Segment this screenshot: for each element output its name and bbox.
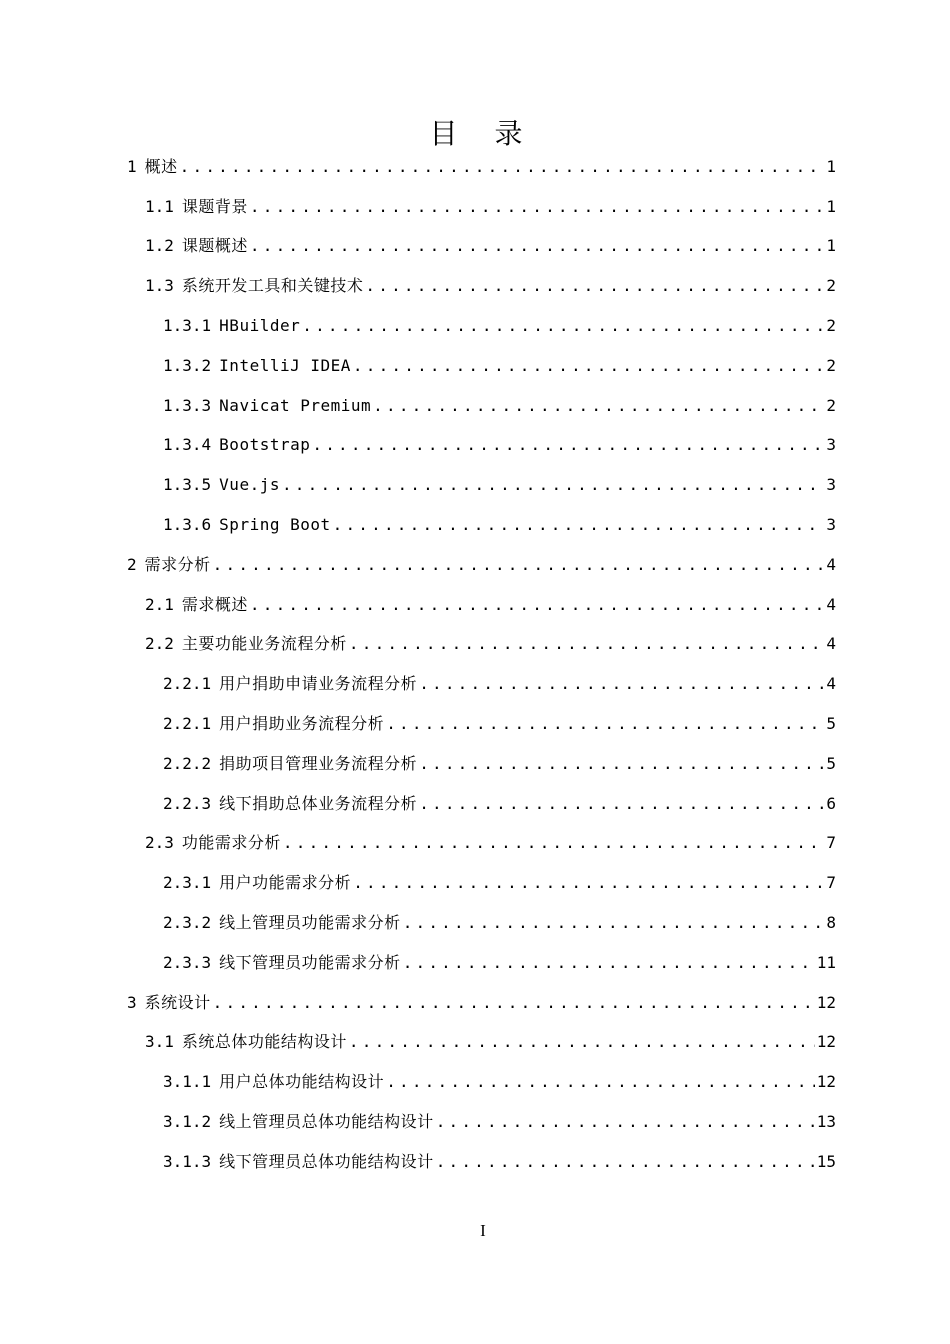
toc-entry-content — [145, 197, 836, 217]
toc-entry-number: 1 — [127, 156, 137, 176]
toc-entry-page: 15 — [816, 1151, 836, 1171]
toc-entry-content — [145, 833, 836, 853]
toc-entry-page: 12 — [816, 992, 836, 1012]
toc-entry-number: 1.2 — [145, 236, 174, 256]
toc-dot-leader — [250, 236, 824, 256]
toc-dot-leader — [180, 157, 825, 177]
toc-entry-number: 1.3.5 — [163, 475, 212, 495]
toc-entry-page: 1 — [826, 196, 836, 216]
toc-entry-title: 主要功能业务流程分析 — [181, 634, 347, 654]
toc-dot-leader — [436, 1112, 815, 1132]
toc-entry[interactable] — [0, 704, 950, 744]
toc-entry-page: 4 — [826, 674, 836, 694]
toc-dot-leader — [419, 674, 824, 694]
toc-entry-number: 2.1 — [145, 594, 174, 614]
toc-dot-leader — [282, 475, 824, 495]
toc-entry[interactable] — [0, 664, 950, 704]
toc-entry[interactable] — [0, 306, 950, 346]
toc-entry-page: 5 — [826, 753, 836, 773]
toc-entry-content — [163, 754, 836, 774]
toc-entry-title: IntelliJ IDEA — [219, 355, 351, 375]
toc-entry-page: 11 — [816, 952, 836, 972]
toc-entry-title: 系统开发工具和关键技术 — [181, 276, 364, 296]
toc-entry-title: 需求分析 — [144, 554, 211, 574]
toc-entry-content — [163, 435, 836, 455]
toc-entry[interactable] — [0, 585, 950, 625]
toc-entry-number: 1.3.6 — [163, 515, 212, 535]
toc-entry-content — [163, 1112, 836, 1132]
toc-entry-page: 4 — [826, 634, 836, 654]
toc-entry-page: 12 — [816, 1072, 836, 1092]
toc-entry-title: 系统设计 — [144, 992, 211, 1012]
toc-entry-number: 2.2 — [145, 634, 174, 654]
toc-entry-page: 1 — [826, 156, 836, 176]
toc-entry-content — [163, 1072, 836, 1092]
toc-entry-page: 3 — [826, 515, 836, 535]
toc-entry[interactable] — [0, 266, 950, 306]
toc-entry-page: 5 — [826, 714, 836, 734]
toc-entry-content — [163, 794, 836, 814]
toc-entry-number: 2.2.1 — [163, 674, 212, 694]
toc-entry-title: Bootstrap — [219, 435, 311, 455]
toc-entry-number: 1.1 — [145, 196, 174, 216]
toc-entry-content — [127, 555, 836, 575]
toc-entry-content — [145, 1032, 836, 1052]
page-number: I — [480, 1221, 486, 1240]
toc-entry-title: Vue.js — [219, 475, 280, 495]
toc-dot-leader — [283, 833, 824, 853]
toc-title: 目 录 — [429, 117, 537, 150]
toc-entry-page: 8 — [826, 913, 836, 933]
toc-dot-leader — [386, 1072, 815, 1092]
toc-entry[interactable] — [0, 465, 950, 505]
toc-dot-leader — [349, 634, 824, 654]
toc-entry-content — [127, 157, 836, 177]
toc-entry-title: 用户功能需求分析 — [219, 873, 352, 893]
toc-entry-title: 用户捐助申请业务流程分析 — [219, 674, 418, 694]
toc-entry-content — [163, 1152, 836, 1172]
toc-entry-number: 1.3.4 — [163, 435, 212, 455]
toc-dot-leader — [349, 1032, 815, 1052]
toc-entry-number: 3.1.3 — [163, 1151, 212, 1171]
toc-entry[interactable] — [0, 625, 950, 665]
toc-entry-number: 2.2.3 — [163, 793, 212, 813]
toc-dot-leader — [250, 197, 824, 217]
toc-entry[interactable] — [0, 505, 950, 545]
toc-dot-leader — [302, 316, 824, 336]
toc-dot-leader — [403, 913, 825, 933]
toc-entry-page: 2 — [826, 355, 836, 375]
toc-entry[interactable] — [0, 187, 950, 227]
toc-entry-page: 2 — [826, 276, 836, 296]
toc-entry[interactable] — [0, 1062, 950, 1102]
toc-entry-title: 课题概述 — [181, 236, 248, 256]
toc-entry-title: 线下管理员功能需求分析 — [219, 952, 401, 972]
toc-entry-content — [145, 276, 836, 296]
toc-entry-content — [145, 595, 836, 615]
toc-entry-content — [145, 236, 836, 256]
toc-entry-number: 1.3 — [145, 276, 174, 296]
toc-entry-content — [163, 953, 836, 973]
toc-entry-page: 2 — [826, 395, 836, 415]
toc-dot-leader — [386, 714, 824, 734]
toc-entry-number: 2.2.1 — [163, 714, 212, 734]
toc-entry-title: 用户捐助业务流程分析 — [219, 714, 385, 734]
toc-dot-leader — [333, 515, 825, 535]
toc-dot-leader — [419, 754, 824, 774]
toc-entry-content — [163, 396, 836, 416]
toc-entry-title: 功能需求分析 — [181, 833, 281, 853]
toc-entry[interactable] — [0, 1142, 950, 1182]
toc-entry-page: 2 — [826, 316, 836, 336]
toc-dot-leader — [373, 396, 824, 416]
toc-entry-title: 线下捐助总体业务流程分析 — [219, 793, 418, 813]
toc-entry-page: 12 — [816, 1032, 836, 1052]
toc-entry-number: 2.3 — [145, 833, 174, 853]
toc-entry[interactable] — [0, 943, 950, 983]
toc-dot-leader — [436, 1152, 815, 1172]
toc-entry-page: 7 — [826, 873, 836, 893]
toc-entry-title: Spring Boot — [219, 515, 331, 535]
toc-entry-number: 3.1.1 — [163, 1072, 212, 1092]
toc-entry[interactable] — [0, 1023, 950, 1063]
toc-dot-leader — [213, 993, 815, 1013]
toc-entry-number: 2.3.3 — [163, 952, 212, 972]
toc-entry-title: HBuilder — [219, 316, 301, 336]
toc-entry-number: 1.3.2 — [163, 355, 212, 375]
toc-entry-content — [163, 475, 836, 495]
toc-entry-number: 2.3.1 — [163, 873, 212, 893]
toc-entry-content — [145, 634, 836, 654]
toc-list — [0, 147, 950, 1182]
toc-entry[interactable] — [0, 545, 950, 585]
toc-entry[interactable] — [0, 346, 950, 386]
toc-entry-title: Navicat Premium — [219, 395, 372, 415]
toc-entry[interactable] — [0, 903, 950, 943]
toc-entry[interactable] — [0, 147, 950, 187]
toc-dot-leader — [403, 953, 815, 973]
toc-entry-number: 3.1 — [145, 1032, 174, 1052]
toc-entry[interactable] — [0, 426, 950, 466]
toc-entry-title: 捐助项目管理业务流程分析 — [219, 753, 418, 773]
toc-entry-page: 6 — [826, 793, 836, 813]
toc-entry-page: 7 — [826, 833, 836, 853]
toc-entry-title: 课题背景 — [181, 196, 248, 216]
toc-entry-number: 1.3.1 — [163, 316, 212, 336]
toc-entry-title: 线上管理员功能需求分析 — [219, 913, 401, 933]
toc-entry-title: 需求概述 — [181, 594, 248, 614]
toc-entry-number: 3.1.2 — [163, 1112, 212, 1132]
toc-entry-page: 4 — [826, 594, 836, 614]
toc-dot-leader — [353, 356, 824, 376]
toc-entry-page: 3 — [826, 475, 836, 495]
toc-entry-content — [163, 316, 836, 336]
toc-entry-title: 用户总体功能结构设计 — [219, 1072, 385, 1092]
toc-entry-content — [163, 873, 836, 893]
toc-entry-number: 3 — [127, 992, 137, 1012]
toc-entry-title: 概述 — [144, 156, 178, 176]
toc-entry-page: 13 — [816, 1112, 836, 1132]
toc-entry[interactable] — [0, 863, 950, 903]
toc-entry-number: 2 — [127, 554, 137, 574]
toc-entry[interactable] — [0, 744, 950, 784]
toc-entry[interactable] — [0, 784, 950, 824]
toc-entry-title: 线下管理员总体功能结构设计 — [219, 1151, 434, 1171]
toc-entry-number: 2.2.2 — [163, 753, 212, 773]
toc-dot-leader — [419, 794, 824, 814]
toc-entry-number: 2.3.2 — [163, 913, 212, 933]
toc-dot-leader — [250, 595, 824, 615]
toc-entry-page: 4 — [826, 554, 836, 574]
toc-entry[interactable] — [0, 386, 950, 426]
toc-entry-page: 3 — [826, 435, 836, 455]
toc-dot-leader — [312, 435, 824, 455]
toc-entry-content — [163, 714, 836, 734]
toc-dot-leader — [213, 555, 825, 575]
toc-dot-leader — [353, 873, 824, 893]
toc-dot-leader — [365, 276, 824, 296]
toc-entry-page: 1 — [826, 236, 836, 256]
toc-entry-number: 1.3.3 — [163, 395, 212, 415]
toc-entry[interactable] — [0, 824, 950, 864]
toc-entry-content — [163, 913, 836, 933]
toc-entry[interactable] — [0, 983, 950, 1023]
toc-entry-content — [163, 515, 836, 535]
toc-entry-title: 线上管理员总体功能结构设计 — [219, 1112, 434, 1132]
toc-entry[interactable] — [0, 1102, 950, 1142]
toc-entry[interactable] — [0, 227, 950, 267]
toc-entry-content — [127, 993, 836, 1013]
toc-entry-content — [163, 356, 836, 376]
toc-entry-content — [163, 674, 836, 694]
toc-entry-title: 系统总体功能结构设计 — [181, 1032, 347, 1052]
